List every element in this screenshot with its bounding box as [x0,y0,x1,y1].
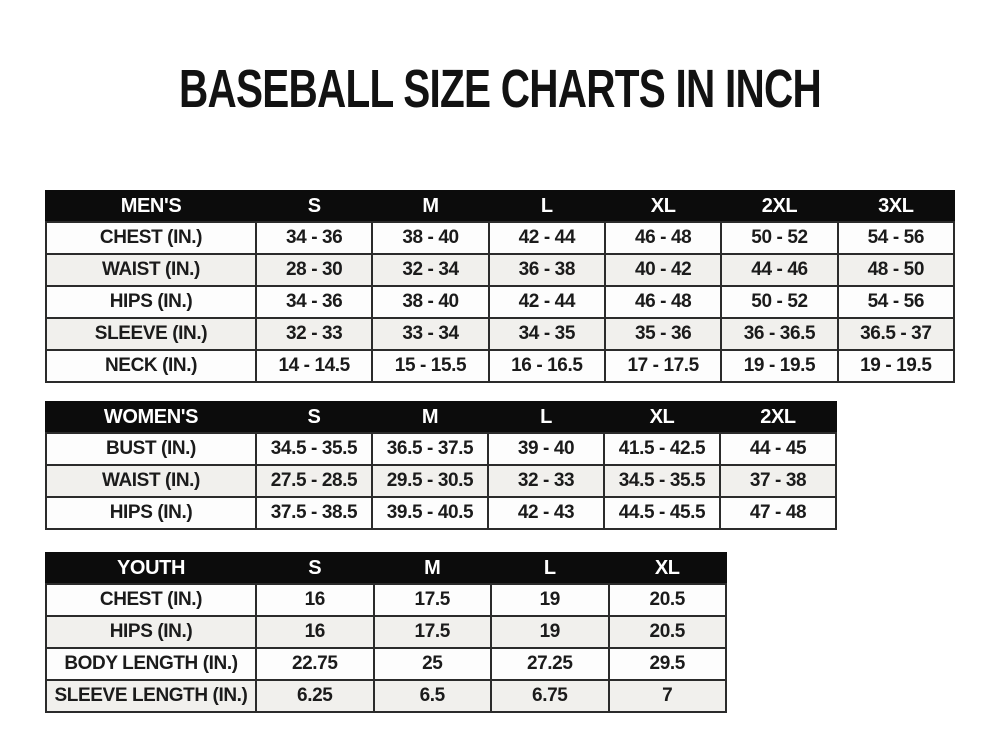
size-value-cell: 36 - 36.5 [721,318,837,350]
size-value-cell: 19 - 19.5 [838,350,954,382]
mens-measurement-row [46,318,954,350]
youth-measurement-row [46,584,726,616]
size-column-header-m: M [372,191,488,222]
size-value-cell: 44 - 46 [721,254,837,286]
size-value-cell: 14 - 14.5 [256,350,372,382]
size-value-cell: 19 [491,616,609,648]
row-label-cell: WAIST (IN.) [46,254,256,286]
youth-measurement-row [46,648,726,680]
size-value-cell: 34.5 - 35.5 [604,465,720,497]
size-value-cell: 44 - 45 [720,433,836,465]
size-value-cell: 19 [491,584,609,616]
size-value-cell: 54 - 56 [838,286,954,318]
size-column-header-xl: XL [609,553,727,584]
size-value-cell: 39.5 - 40.5 [372,497,488,529]
size-value-cell: 7 [609,680,727,712]
size-value-cell: 42 - 44 [489,222,605,254]
row-label-cell: SLEEVE LENGTH (IN.) [46,680,256,712]
womens-size-table [45,401,837,530]
size-column-header-2xl: 2XL [720,402,836,433]
size-value-cell: 37.5 - 38.5 [256,497,372,529]
size-value-cell: 28 - 30 [256,254,372,286]
size-value-cell: 50 - 52 [721,222,837,254]
size-column-header-xl: XL [605,191,721,222]
size-value-cell: 35 - 36 [605,318,721,350]
size-value-cell: 38 - 40 [372,222,488,254]
row-label-cell: BODY LENGTH (IN.) [46,648,256,680]
row-label-cell: HIPS (IN.) [46,286,256,318]
size-value-cell: 39 - 40 [488,433,604,465]
row-label-cell: SLEEVE (IN.) [46,318,256,350]
size-value-cell: 54 - 56 [838,222,954,254]
size-value-cell: 34 - 35 [489,318,605,350]
size-value-cell: 6.25 [256,680,374,712]
size-value-cell: 37 - 38 [720,465,836,497]
size-value-cell: 34.5 - 35.5 [256,433,372,465]
youth-measurement-row [46,616,726,648]
size-value-cell: 36 - 38 [489,254,605,286]
size-value-cell: 47 - 48 [720,497,836,529]
size-column-header-l: L [491,553,609,584]
size-value-cell: 32 - 34 [372,254,488,286]
size-value-cell: 40 - 42 [605,254,721,286]
size-column-header-xl: XL [604,402,720,433]
row-label-cell: CHEST (IN.) [46,222,256,254]
row-label-cell: NECK (IN.) [46,350,256,382]
mens-measurement-row [46,286,954,318]
row-label-cell: WAIST (IN.) [46,465,256,497]
womens-group-label: WOMEN'S [46,402,256,433]
size-value-cell: 27.5 - 28.5 [256,465,372,497]
row-label-cell: CHEST (IN.) [46,584,256,616]
size-value-cell: 6.5 [374,680,492,712]
mens-measurement-row [46,350,954,382]
size-value-cell: 42 - 43 [488,497,604,529]
size-value-cell: 17.5 [374,584,492,616]
size-value-cell: 34 - 36 [256,222,372,254]
size-value-cell: 44.5 - 45.5 [604,497,720,529]
womens-measurement-row [46,497,836,529]
size-value-cell: 42 - 44 [489,286,605,318]
size-value-cell: 38 - 40 [372,286,488,318]
youth-measurement-row [46,680,726,712]
mens-measurement-row [46,222,954,254]
size-value-cell: 34 - 36 [256,286,372,318]
mens-measurement-row [46,254,954,286]
size-value-cell: 20.5 [609,616,727,648]
size-column-header-3xl: 3XL [838,191,954,222]
size-value-cell: 41.5 - 42.5 [604,433,720,465]
row-label-cell: HIPS (IN.) [46,497,256,529]
womens-measurement-row [46,465,836,497]
youth-size-table [45,552,727,713]
size-column-header-s: S [256,191,372,222]
size-value-cell: 29.5 [609,648,727,680]
row-label-cell: HIPS (IN.) [46,616,256,648]
size-column-header-s: S [256,402,372,433]
size-value-cell: 16 [256,584,374,616]
mens-size-table [45,190,955,383]
youth-group-label: YOUTH [46,553,256,584]
size-value-cell: 15 - 15.5 [372,350,488,382]
size-value-cell: 25 [374,648,492,680]
size-value-cell: 27.25 [491,648,609,680]
size-value-cell: 22.75 [256,648,374,680]
size-value-cell: 46 - 48 [605,286,721,318]
size-value-cell: 6.75 [491,680,609,712]
size-value-cell: 33 - 34 [372,318,488,350]
size-value-cell: 36.5 - 37 [838,318,954,350]
size-column-header-s: S [256,553,374,584]
size-column-header-m: M [372,402,488,433]
size-value-cell: 48 - 50 [838,254,954,286]
row-label-cell: BUST (IN.) [46,433,256,465]
size-column-header-2xl: 2XL [721,191,837,222]
size-value-cell: 46 - 48 [605,222,721,254]
mens-group-label: MEN'S [46,191,256,222]
size-value-cell: 16 [256,616,374,648]
size-value-cell: 17 - 17.5 [605,350,721,382]
size-value-cell: 32 - 33 [488,465,604,497]
womens-measurement-row [46,433,836,465]
page-title-text: BASEBALL SIZE CHARTS IN INCH [178,59,822,119]
mens-header-row [46,191,954,222]
size-value-cell: 16 - 16.5 [489,350,605,382]
youth-header-row [46,553,726,584]
size-value-cell: 29.5 - 30.5 [372,465,488,497]
size-value-cell: 50 - 52 [721,286,837,318]
size-column-header-l: L [489,191,605,222]
size-column-header-m: M [374,553,492,584]
size-value-cell: 20.5 [609,584,727,616]
size-value-cell: 17.5 [374,616,492,648]
womens-header-row [46,402,836,433]
size-value-cell: 36.5 - 37.5 [372,433,488,465]
page-title [0,59,1000,119]
size-value-cell: 32 - 33 [256,318,372,350]
size-value-cell: 19 - 19.5 [721,350,837,382]
size-column-header-l: L [488,402,604,433]
